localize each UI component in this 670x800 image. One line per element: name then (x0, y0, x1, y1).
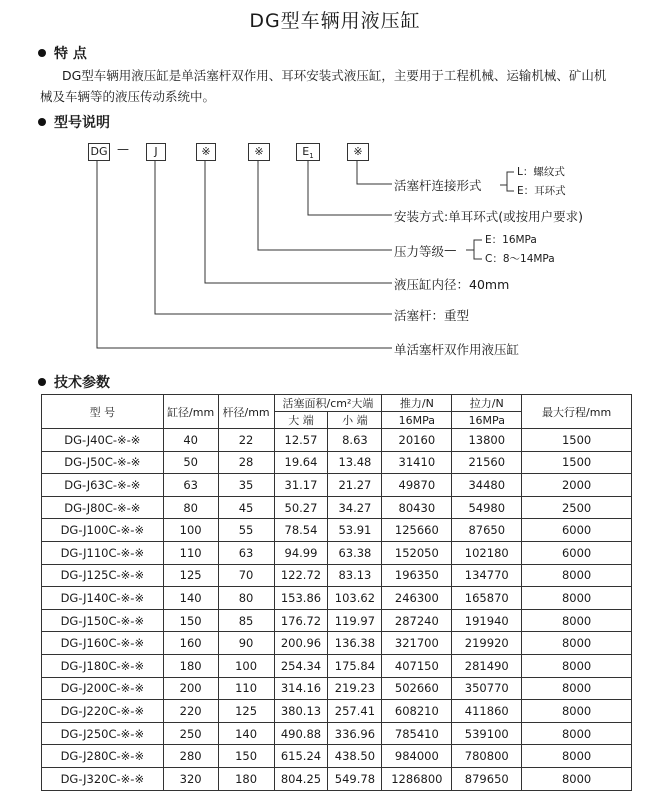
code-box-bore: ※ (196, 143, 216, 161)
cell-area-small: 83.13 (328, 564, 382, 587)
label-press-opt1: E：16MPa (485, 234, 537, 246)
cell-model: DG-J63C-※-※ (42, 474, 164, 497)
cell-model: DG-J110C-※-※ (42, 541, 164, 564)
cell-model: DG-J140C-※-※ (42, 587, 164, 610)
label-rod: 活塞杆：重型 (394, 308, 470, 323)
table-row (42, 474, 632, 497)
cell-pull: 34480 (452, 474, 522, 497)
code-box-mount-letter: E (302, 145, 310, 158)
table-row (42, 654, 632, 677)
header-area-text: 活塞面积/cm² (282, 397, 352, 410)
cell-bore: 150 (163, 609, 218, 632)
cell-area-big: 94.99 (274, 541, 328, 564)
cell-area-small: 175.84 (328, 654, 382, 677)
cell-model: DG-J180C-※-※ (42, 654, 164, 677)
header-pull-pressure: 16MPa (452, 412, 522, 429)
cell-area-small: 63.38 (328, 541, 382, 564)
cell-stroke: 8000 (522, 609, 632, 632)
cell-stroke: 8000 (522, 677, 632, 700)
cell-model: DG-J125C-※-※ (42, 564, 164, 587)
cell-stroke: 6000 (522, 519, 632, 542)
cell-rod: 100 (218, 654, 274, 677)
cell-stroke: 8000 (522, 587, 632, 610)
cell-rod: 45 (218, 496, 274, 519)
cell-area-big: 380.13 (274, 700, 328, 723)
table-row (42, 519, 632, 542)
specs-heading (38, 372, 110, 392)
cell-push: 984000 (382, 745, 452, 768)
cell-push: 80430 (382, 496, 452, 519)
cell-push: 785410 (382, 722, 452, 745)
cell-model: DG-J220C-※-※ (42, 700, 164, 723)
cell-pull: 13800 (452, 429, 522, 452)
cell-bore: 110 (163, 541, 218, 564)
cell-pull: 879650 (452, 767, 522, 790)
header-area-big: 大 端 (274, 412, 328, 429)
cell-area-big: 176.72 (274, 609, 328, 632)
cell-pull: 219920 (452, 632, 522, 655)
cell-pull: 191940 (452, 609, 522, 632)
cell-stroke: 6000 (522, 541, 632, 564)
cell-bore: 125 (163, 564, 218, 587)
cell-bore: 180 (163, 654, 218, 677)
cell-area-small: 8.63 (328, 429, 382, 452)
label-pressure: 压力等级 (394, 244, 445, 259)
table-row (42, 587, 632, 610)
label-bore: 液压缸内径：40mm (394, 277, 510, 292)
cell-area-small: 336.96 (328, 722, 382, 745)
page-title: DG型车辆用液压缸 (249, 10, 421, 32)
cell-area-big: 12.57 (274, 429, 328, 452)
cell-push: 1286800 (382, 767, 452, 790)
cell-area-small: 34.27 (328, 496, 382, 519)
code-box-mount (296, 143, 320, 161)
cell-stroke: 8000 (522, 722, 632, 745)
cell-stroke: 8000 (522, 564, 632, 587)
cell-stroke: 8000 (522, 654, 632, 677)
cell-rod: 90 (218, 632, 274, 655)
cell-area-big: 50.27 (274, 496, 328, 519)
cell-pull: 780800 (452, 745, 522, 768)
cell-rod: 110 (218, 677, 274, 700)
cell-push: 287240 (382, 609, 452, 632)
code-box-pressure: ※ (248, 143, 270, 161)
cell-bore: 200 (163, 677, 218, 700)
cell-bore: 320 (163, 767, 218, 790)
cell-stroke: 8000 (522, 632, 632, 655)
cell-model: DG-J320C-※-※ (42, 767, 164, 790)
cell-area-small: 21.27 (328, 474, 382, 497)
cell-area-big: 31.17 (274, 474, 328, 497)
cell-pull: 102180 (452, 541, 522, 564)
cell-pull: 165870 (452, 587, 522, 610)
cell-pull: 350770 (452, 677, 522, 700)
cell-area-big: 153.86 (274, 587, 328, 610)
cell-model: DG-J80C-※-※ (42, 496, 164, 519)
cell-pull: 21560 (452, 451, 522, 474)
cell-area-big: 122.72 (274, 564, 328, 587)
cell-stroke: 8000 (522, 745, 632, 768)
table-row (42, 632, 632, 655)
table-row (42, 564, 632, 587)
code-box-dg: DG (88, 143, 110, 161)
header-push: 推力/N (382, 395, 452, 412)
cell-bore: 160 (163, 632, 218, 655)
code-box-mount-sub: 1 (309, 152, 314, 161)
header-model: 型 号 (42, 395, 164, 429)
cell-rod: 125 (218, 700, 274, 723)
cell-push: 196350 (382, 564, 452, 587)
cell-rod: 35 (218, 474, 274, 497)
cell-pull: 539100 (452, 722, 522, 745)
label-conn-opt1: L：螺纹式 (517, 166, 565, 178)
specs-table-body (42, 429, 632, 791)
cell-stroke: 1500 (522, 451, 632, 474)
cell-model: DG-J280C-※-※ (42, 745, 164, 768)
header-pull: 拉力/N (452, 395, 522, 412)
cell-bore: 80 (163, 496, 218, 519)
model-heading-text: 型号说明 (54, 115, 110, 131)
cell-area-small: 53.91 (328, 519, 382, 542)
header-area-big-inline: 大端 (351, 397, 374, 410)
cell-rod: 85 (218, 609, 274, 632)
cell-bore: 63 (163, 474, 218, 497)
features-line2: 械及车辆等的液压传动系统中。 (40, 89, 216, 104)
cell-push: 49870 (382, 474, 452, 497)
cell-bore: 220 (163, 700, 218, 723)
cell-push: 407150 (382, 654, 452, 677)
cell-stroke: 8000 (522, 700, 632, 723)
code-box-connection: ※ (347, 143, 369, 161)
cell-rod: 28 (218, 451, 274, 474)
specs-heading-text: 技术参数 (54, 375, 110, 391)
specs-table (41, 394, 632, 791)
header-bore: 缸径/mm (163, 395, 218, 429)
cell-bore: 280 (163, 745, 218, 768)
cell-rod: 55 (218, 519, 274, 542)
cell-pull: 87650 (452, 519, 522, 542)
cell-pull: 281490 (452, 654, 522, 677)
header-push-pressure: 16MPa (382, 412, 452, 429)
header-rod: 杆径/mm (218, 395, 274, 429)
cell-stroke: 2500 (522, 496, 632, 519)
cell-push: 20160 (382, 429, 452, 452)
cell-rod: 150 (218, 745, 274, 768)
table-row (42, 496, 632, 519)
cell-pull: 134770 (452, 564, 522, 587)
header-area-small: 小 端 (328, 412, 382, 429)
cell-bore: 100 (163, 519, 218, 542)
table-row (42, 677, 632, 700)
cell-push: 31410 (382, 451, 452, 474)
cell-area-big: 804.25 (274, 767, 328, 790)
cell-model: DG-J200C-※-※ (42, 677, 164, 700)
label-press-opt2: C：8～14MPa (485, 253, 555, 265)
header-area (274, 395, 382, 412)
label-type: 单活塞杆双作用液压缸 (394, 342, 520, 357)
cell-area-small: 136.38 (328, 632, 382, 655)
features-heading-text: 特 点 (54, 46, 87, 62)
cell-area-big: 615.24 (274, 745, 328, 768)
cell-stroke: 8000 (522, 767, 632, 790)
cell-push: 246300 (382, 587, 452, 610)
cell-push: 608210 (382, 700, 452, 723)
cell-bore: 140 (163, 587, 218, 610)
bullet-icon (38, 378, 46, 386)
code-dash: — (117, 142, 129, 156)
cell-push: 152050 (382, 541, 452, 564)
cell-bore: 50 (163, 451, 218, 474)
header-stroke: 最大行程/mm (522, 395, 632, 429)
cell-area-small: 257.41 (328, 700, 382, 723)
label-conn-opt2: E：耳环式 (517, 185, 566, 197)
cell-push: 502660 (382, 677, 452, 700)
features-line1: DG型车辆用液压缸是单活塞杆双作用、耳环安装式液压缸，主要用于工程机械、运输机械、矿山机 (62, 68, 607, 83)
label-pressure-dash: — (444, 242, 457, 257)
cell-area-big: 200.96 (274, 632, 328, 655)
cell-area-small: 119.97 (328, 609, 382, 632)
cell-rod: 80 (218, 587, 274, 610)
table-row (42, 700, 632, 723)
cell-bore: 40 (163, 429, 218, 452)
cell-model: DG-J250C-※-※ (42, 722, 164, 745)
cell-rod: 140 (218, 722, 274, 745)
cell-rod: 70 (218, 564, 274, 587)
cell-rod: 22 (218, 429, 274, 452)
cell-model: DG-J50C-※-※ (42, 451, 164, 474)
cell-rod: 180 (218, 767, 274, 790)
cell-area-small: 13.48 (328, 451, 382, 474)
table-row (42, 745, 632, 768)
cell-area-small: 549.78 (328, 767, 382, 790)
cell-push: 125660 (382, 519, 452, 542)
cell-area-small: 219.23 (328, 677, 382, 700)
cell-push: 321700 (382, 632, 452, 655)
table-row (42, 451, 632, 474)
cell-bore: 250 (163, 722, 218, 745)
table-row (42, 767, 632, 790)
table-row (42, 609, 632, 632)
cell-area-big: 19.64 (274, 451, 328, 474)
code-box-j: J (146, 143, 166, 161)
table-row (42, 429, 632, 452)
cell-rod: 63 (218, 541, 274, 564)
cell-model: DG-J150C-※-※ (42, 609, 164, 632)
cell-model: DG-J100C-※-※ (42, 519, 164, 542)
cell-pull: 54980 (452, 496, 522, 519)
table-row (42, 722, 632, 745)
table-row (42, 541, 632, 564)
cell-model: DG-J160C-※-※ (42, 632, 164, 655)
cell-area-big: 314.16 (274, 677, 328, 700)
label-mount: 安装方式:单耳环式(或按用户要求) (394, 209, 583, 224)
cell-stroke: 1500 (522, 429, 632, 452)
cell-pull: 411860 (452, 700, 522, 723)
cell-area-small: 103.62 (328, 587, 382, 610)
cell-area-small: 438.50 (328, 745, 382, 768)
cell-area-big: 254.34 (274, 654, 328, 677)
cell-area-big: 78.54 (274, 519, 328, 542)
cell-stroke: 2000 (522, 474, 632, 497)
cell-area-big: 490.88 (274, 722, 328, 745)
label-connection: 活塞杆连接形式 (394, 178, 482, 193)
cell-model: DG-J40C-※-※ (42, 429, 164, 452)
